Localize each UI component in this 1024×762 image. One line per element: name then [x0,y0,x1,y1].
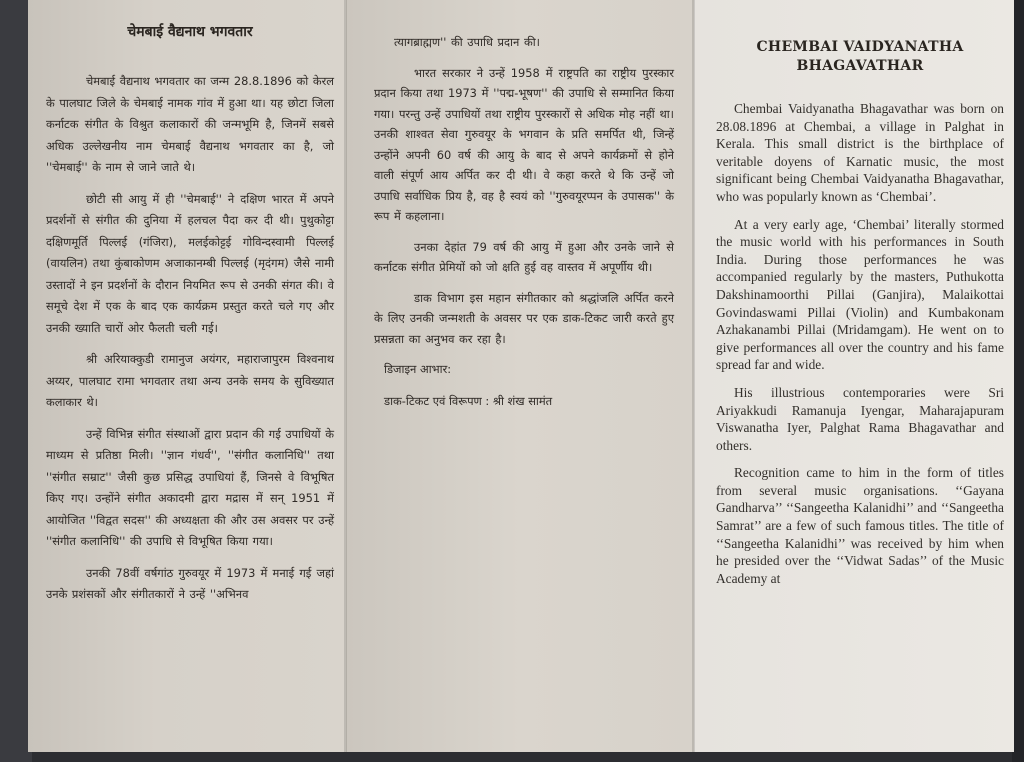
hindi-paragraph: श्री अरियाक्कुडी रामानुज अयंगर, महाराजापुरम विश्वनाथ अय्यर, पालघाट रामा भगवतार तथा अन्य उनके समय के सुविख्यात कलाकार थे। [46,352,334,409]
english-paragraph: His illustrious contemporaries were Sri Ariyakkudi Ramanuja Iyengar, Maharajapuram Viswanatha Iyer, Palghat Rama Bhagavathar and others. [716,384,1004,453]
design-credit-label: डिजाइन आभार: [384,362,452,376]
hindi-paragraph: छोटी सी आयु में ही ''चेमबाई'' ने दक्षिण भारत में अपने प्रदर्शनों से संगीत की दुनिया में हलचल पैदा कर दी थी। पुथुकोट्टा दक्षिणमूर्ति पिल्लई (गंजिरा), मलईकोट्टई गोविन्दस्वामी पिल्लई (वायलिन) तथा कुंबाकोणम अजाकानम्बी पिल्लई (मृदंगम) जैसे नामी उस्तादों ने इन प्रदर्शनों के दौरान नियमित रूप से उनकी संगत की। वे समूचे देश में एक के बाद एक कार्यक्रम प्रस्तुत करते चले गए और उनकी ख्याति चारों ओर फैलती चली गई। [46,191,334,335]
hindi-paragraph: उनका देहांत 79 वर्ष की आयु में हुआ और उनके जाने से कर्नाटक संगीत प्रेमियों को जो क्षति हुई वह वास्तव में अपूर्णीय थी। [374,239,674,274]
english-panel-right [694,0,1014,752]
fold-line-right [692,0,695,752]
english-paragraph: Recognition came to him in the form of titles from several music organisations. ‘‘Gayana Gandharva’’ ‘‘Sangeetha Kalanidhi’’ and ‘‘Sangeetha Samrat’’ are a few of such famous titles. The title of ‘‘Sangeetha Kalanidhi’’ was received by him when he presided over the ‘‘Vidwat Sadas’’ of the Music Academy at [716,465,1004,586]
hindi-paragraph: उन्हें विभिन्न संगीत संस्थाओं द्वारा प्रदान की गई उपाधियों के माध्यम से प्रतिष्ठा मिली। ''ज्ञान गंधर्व'', ''संगीत कलानिधि'' तथा ''संगीत सम्राट'' जैसी कुछ प्रसिद्ध उपाधियां हैं, जिनसे वे विभूषित किए गए। उन्होंने संगीत अकादमी द्वारा मद्रास में सन् 1951 में आयोजित ''विद्वत सदस'' की अध्यक्षता की और उस अवसर पर उन्हें ''संगीत कलानिधि'' की उपाधि से विभूषित किया गया। [46,426,334,548]
hindi-paragraph: डाक विभाग इस महान संगीतकार को श्रद्धांजलि अर्पित करने के लिए उनकी जन्मशती के अवसर पर एक डाक-टिकट जारी करते हुए प्रसन्नता का अनुभव कर रहा है। [374,290,674,346]
hindi-title: चेमबाई वैद्यनाथ भगवतार [127,24,253,40]
hindi-panel-middle [346,0,694,752]
hindi-paragraph: भारत सरकार ने उन्हें 1958 में राष्ट्रपति का राष्ट्रीय पुरस्कार प्रदान किया तथा 1973 में ''पद्म-भूषण'' की उपाधि से सम्मानित किया गया। परन्तु उन्हें उपाधियों तथा राष्ट्रीय पुरस्कारों से अधिक मोह नहीं था। उनकी शाश्वत सेवा गुरुवयूर के भगवान के प्रति समर्पित थी, जिन्हें उन्होंने अपनी 60 वर्ष की आयु के बाद से अपने कार्यक्रमों से होने वाली संपूर्ण आय अर्पित कर दी थी। वे कहा करते थे कि उन्हें जो उपाधि सर्वाधिक प्रिय है, वह है स्वयं को ''गुरुवयूरप्पन के उपासक'' के रूप में कहलाना। [374,65,674,223]
english-paragraph: At a very early age, ‘Chembai’ literally stormed the music world with his performances in South India. During those performances he was accompanied regularly by the masters, Puthukotta Dakshinamoorthi Pillai (Ganjira), Malaikottai Govindaswami Pillai (Violin) and Kumbakonam Azhakanambi Pillai (Mridamgam). He went on to give performances all over the country and his fame spread far and wide. [716,216,1004,373]
english-paragraph: Chembai Vaidyanatha Bhagavathar was born on 28.08.1896 at Chembai, a village in Palghat in Kerala. This small district is the birthplace of veritable doyens of Karnatic music, the most significant being Chembai Vaidyanatha Bhagavathar, who was popularly known as ‘Chembai’. [716,101,1004,204]
hindi-paragraph: उनकी 78वीं वर्षगांठ गुरुवयूर में 1973 में मनाई गई जहां उनके प्रशंसकों और संगीतकारों ने उन्हें ''अभिनव [46,565,334,601]
fold-line-left [344,0,347,752]
stamp-credit-line: डाक-टिकट एवं विरूपण : श्री शंख सामंत [384,394,553,408]
hindi-panel-left [28,0,348,752]
english-title: CHEMBAI VAIDYANATHA BHAGAVATHAR [756,39,964,74]
hindi-paragraph: चेमबाई वैद्यनाथ भगवतार का जन्म 28.8.1896 को केरल के पालघाट जिले के चेमबाई नामक गांव में हुआ था। यह छोटा जिला कर्नाटक संगीत के विश्रुत कलाकारों की जन्मभूमि है, जिनमें सबसे अधिक उल्लेखनीय नाम चेमबाई वैद्यनाथ भगवतार का है, जो ''चेमबाई'' के नाम से जाने जाते थे। [46,74,334,174]
hindi-paragraph: त्यागब्राह्मण'' की उपाधि प्रदान की। [394,35,540,49]
